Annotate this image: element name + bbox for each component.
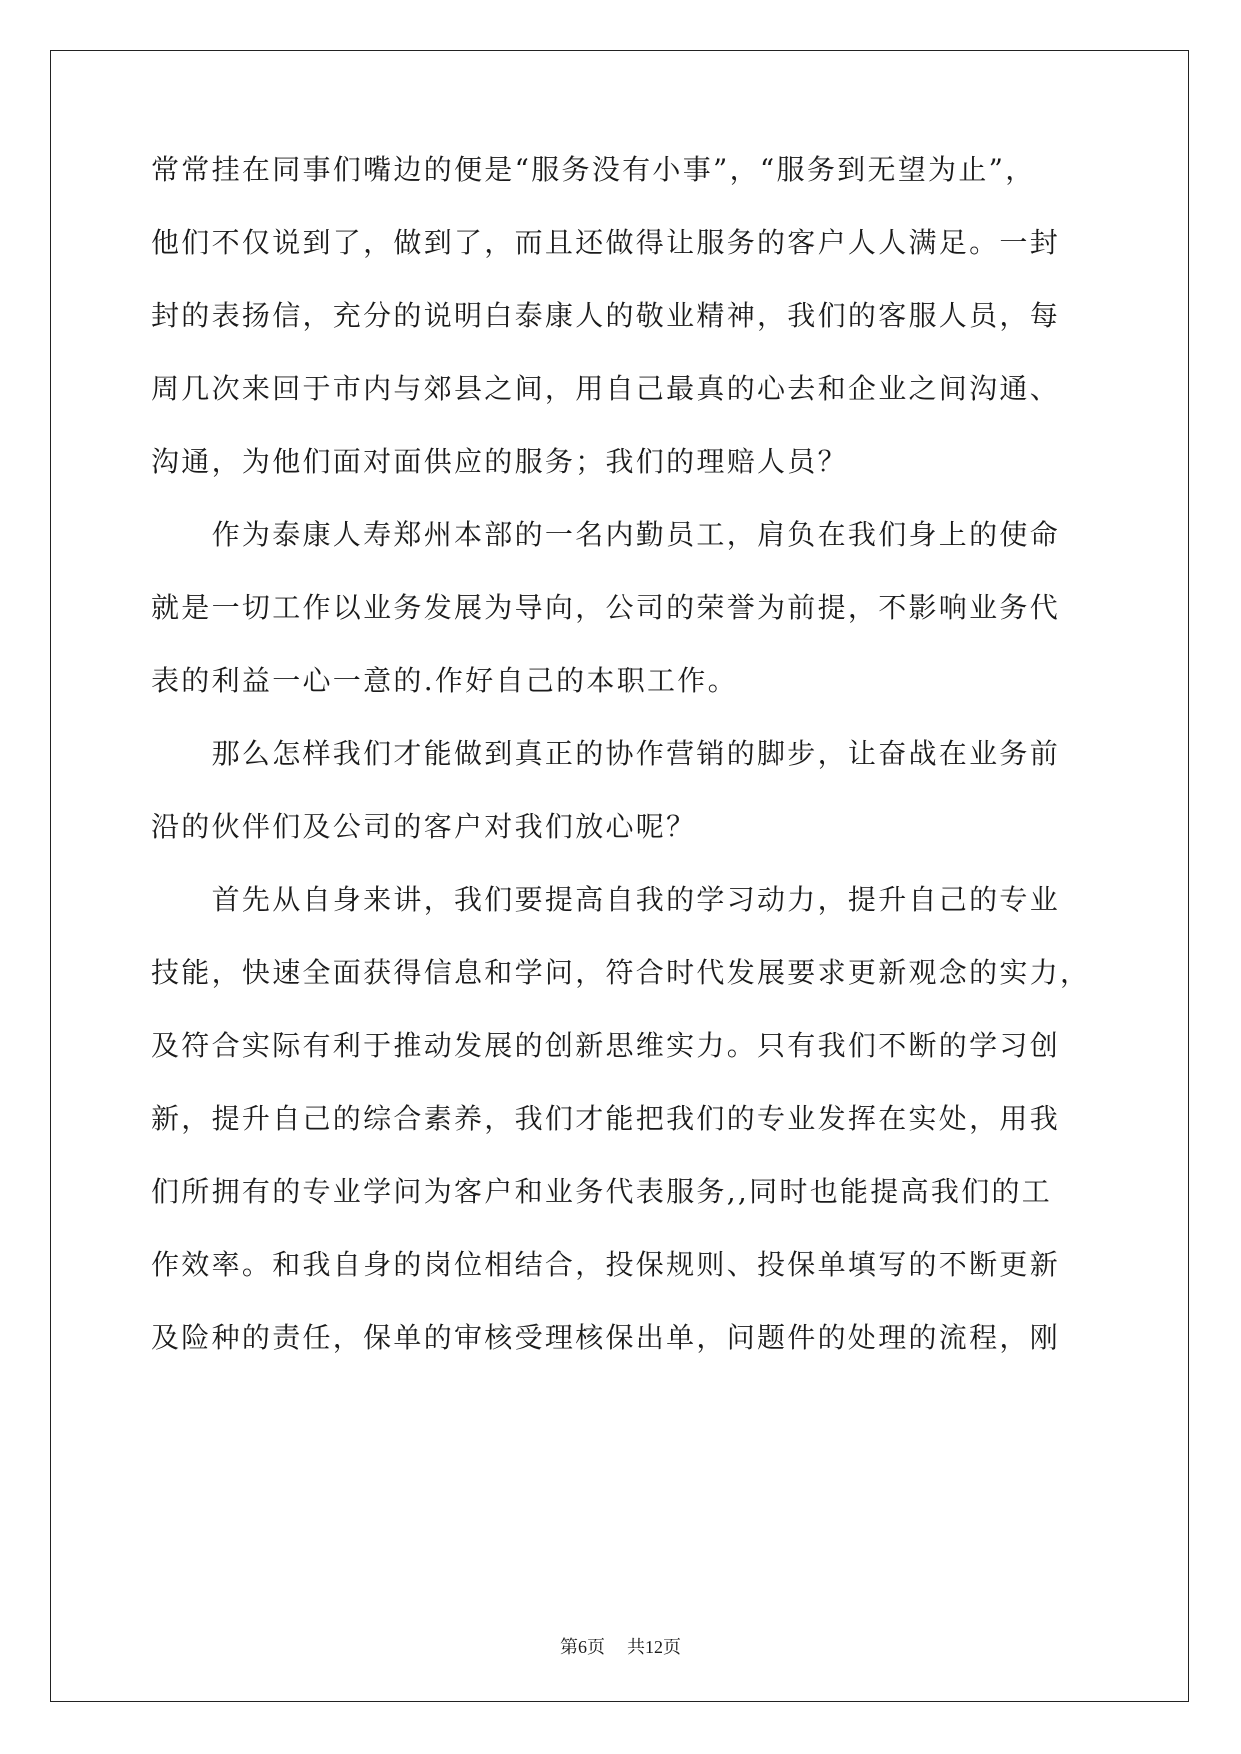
text-line: 作效率。和我自身的岗位相结合，投保规则、投保单填写的不断更新	[151, 1248, 1061, 1281]
text-line: 新，提升自己的综合素养，我们才能把我们的专业发挥在实处，用我	[151, 1102, 1061, 1135]
text-line: 作为泰康人寿郑州本部的一名内勤员工，肩负在我们身上的使命	[151, 518, 1061, 551]
text-line: 技能，快速全面获得信息和学问，符合时代发展要求更新观念的实力，	[151, 956, 1091, 989]
text-line: 那么怎样我们才能做到真正的协作营销的脚步，让奋战在业务前	[151, 737, 1061, 770]
text-line: 及符合实际有利于推动发展的创新思维实力。只有我们不断的学习创	[151, 1029, 1061, 1062]
text-line: 常常挂在同事们嘴边的便是“服务没有小事”，“服务到无望为止”，	[151, 153, 1036, 186]
text-line: 们所拥有的专业学问为客户和业务代表服务,,同时也能提高我们的工	[151, 1175, 1053, 1208]
text-line: 他们不仅说到了，做到了，而且还做得让服务的客户人人满足。一封	[151, 226, 1061, 259]
page-total: 共12页	[627, 1637, 681, 1657]
text-line: 首先从自身来讲，我们要提高自我的学习动力，提升自己的专业	[151, 883, 1061, 916]
text-line: 周几次来回于市内与郊县之间，用自己最真的心去和企业之间沟通、	[151, 372, 1061, 405]
page-footer	[0, 1635, 1241, 1659]
text-line: 封的表扬信，充分的说明白泰康人的敬业精神，我们的客服人员，每	[151, 299, 1061, 332]
text-line: 就是一切工作以业务发展为导向，公司的荣誉为前提，不影响业务代	[151, 591, 1061, 624]
text-line: 表的利益一心一意的.作好自己的本职工作。	[151, 664, 738, 697]
text-line: 沟通，为他们面对面供应的服务；我们的理赔人员？	[151, 445, 848, 478]
text-line: 及险种的责任，保单的审核受理核保出单，问题件的处理的流程，刚	[151, 1321, 1061, 1354]
page-number: 第6页	[560, 1637, 605, 1657]
text-line: 沿的伙伴们及公司的客户对我们放心呢？	[151, 810, 697, 843]
